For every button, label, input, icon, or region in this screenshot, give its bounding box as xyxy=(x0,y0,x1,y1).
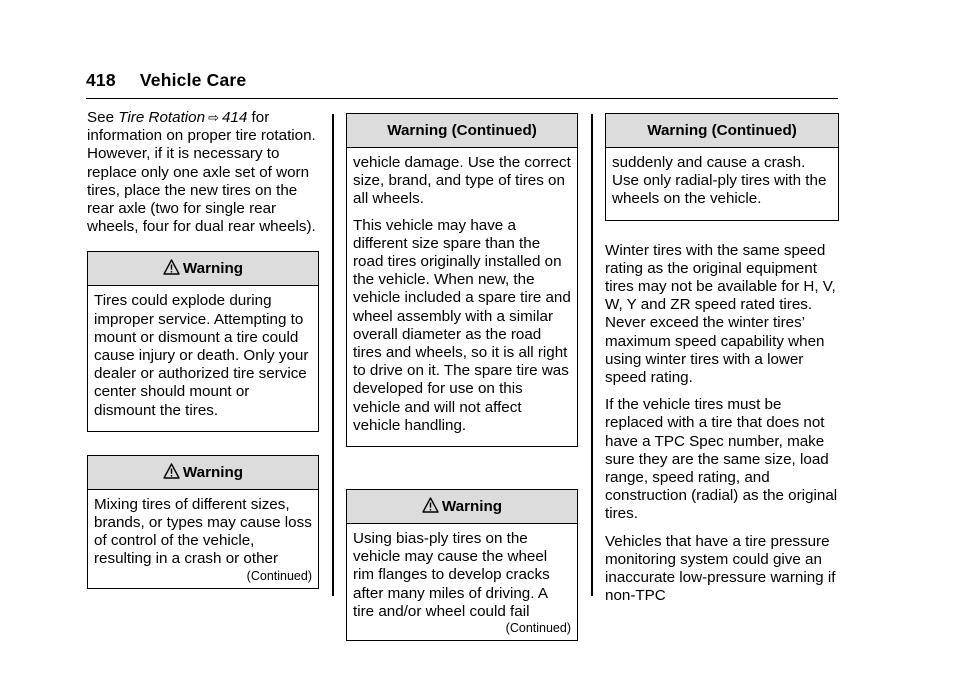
warning-continued-header: Warning (Continued) xyxy=(606,114,838,148)
warning-header xyxy=(347,490,577,524)
column-3 xyxy=(605,113,839,614)
warning-header xyxy=(88,252,318,286)
header-rule xyxy=(86,98,838,99)
warning-title: Warning xyxy=(182,260,244,278)
warning-text: Mixing tires of different sizes, brands, or types may cause loss of control of the vehicle, resulting in a crash or other xyxy=(94,495,312,568)
warning-text: Using bias-ply tires on the vehicle may cause the wheel rim flanges to develop cracks after many miles of driving. A tire and/or wheel could fail xyxy=(353,530,550,620)
section-title: Vehicle Care xyxy=(139,70,247,90)
warning-text: This vehicle may have a different size spare than the road tires originally installed on the vehicle. When new, the vehicle included a spare tire and wheel assembly with a similar overall diameter as the road tires and wheels, so it is all right to drive on it. The spare tire was developed for use on this vehicle and will not affect vehicle handling. xyxy=(353,216,571,434)
body-paragraph: Vehicles that have a tire pressure monitoring system could give an inaccurate low-pressure warning if non-TPC xyxy=(605,532,836,605)
warning-box-2 xyxy=(87,455,319,589)
warning-text: vehicle damage. Use the correct size, brand, and type of tires on all wheels. xyxy=(353,154,571,208)
warning-box-1 xyxy=(87,251,319,431)
warning-triangle-icon xyxy=(163,458,180,491)
body-paragraph: Winter tires with the same speed rating as the original equipment tires may not be available for H, V, W, Y and ZR speed rated tires. Never exceed the winter tires’ maximum speed capability when using winter tires with a lower speed rating. xyxy=(605,241,836,387)
column-1 xyxy=(87,109,319,609)
warning-header xyxy=(88,456,318,490)
column-divider-2 xyxy=(591,114,593,596)
warning-continued-box xyxy=(346,113,578,447)
page-header xyxy=(86,70,246,91)
continued-note: (Continued) xyxy=(246,568,312,583)
tire-rotation-link[interactable]: Tire Rotation xyxy=(118,109,206,126)
warning-continued-box xyxy=(605,113,839,221)
warning-box-3 xyxy=(346,489,578,641)
continued-note: (Continued) xyxy=(505,621,571,636)
body-paragraph: If the vehicle tires must be replaced with a tire that does not have a TPC Spec number, make sure they are the same size, load range, speed rating, and construction (radial) as the original tires. xyxy=(605,396,838,523)
warning-continued-header: Warning (Continued) xyxy=(347,114,577,148)
warning-text: suddenly and cause a crash. Use only radial-ply tires with the wheels on the vehicle. xyxy=(612,154,827,208)
intro-paragraph: See Tire Rotation ⇨ 414 for information on proper tire rotation. However, if it is necessary to replace only one axle set of worn tires, place the new tires on the rear axle (two for single rear wheels, four for dual rear wheels). xyxy=(87,109,316,236)
page-ref[interactable]: 414 xyxy=(221,109,248,126)
column-divider-1 xyxy=(332,114,334,596)
warning-text: Tires could explode during improper service. Attempting to mount or dismount a tire could cause injury or death. Only your dealer or authorized tire service center should mount or dismount the tires. xyxy=(94,292,309,419)
page-number: 418 xyxy=(86,70,116,90)
warning-triangle-icon xyxy=(163,254,180,287)
column-2 xyxy=(346,113,578,661)
page-ref-arrow-icon: ⇨ xyxy=(208,110,219,125)
warning-triangle-icon xyxy=(422,492,439,525)
warning-title: Warning xyxy=(182,463,244,481)
warning-title: Warning xyxy=(441,498,503,516)
